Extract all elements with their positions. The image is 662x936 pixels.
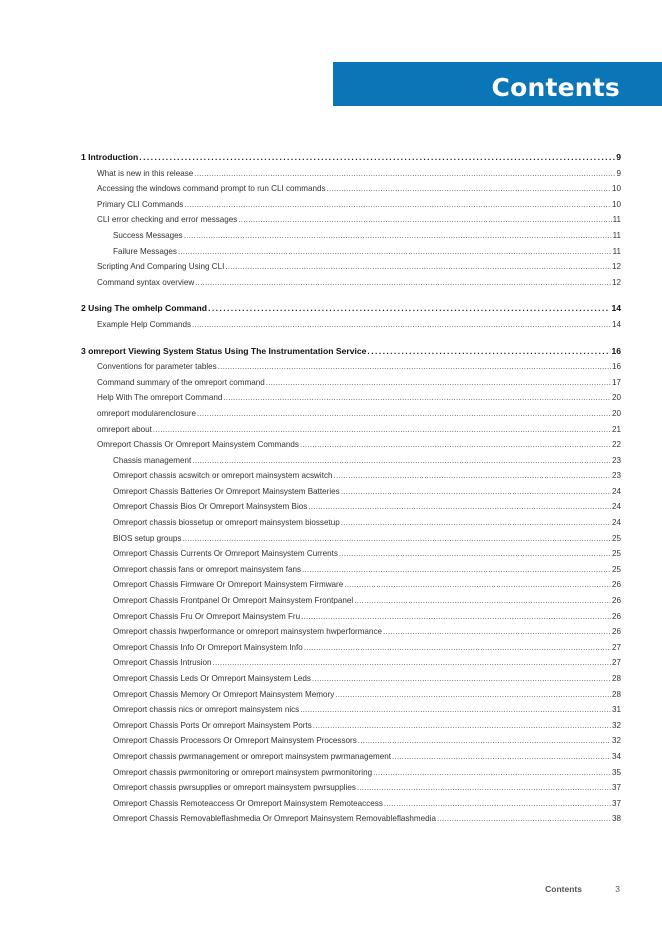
toc-entry-label: 1 Introduction <box>81 152 139 162</box>
toc-chapter-link[interactable] <box>81 344 621 360</box>
toc-entry-label: Omreport chassis pwrmanagement or omreport mainsystem pwrmanagement <box>113 751 391 761</box>
toc-page-number: 25 <box>611 564 621 574</box>
dot-leader <box>300 702 611 718</box>
dot-leader <box>339 546 611 562</box>
toc-entry-link[interactable] <box>81 796 621 812</box>
toc-page-number: 32 <box>611 720 621 730</box>
toc-entry-label: Failure Messages <box>113 246 177 256</box>
toc-entry-label: Omreport chassis pwrmonitoring or omreport mainsystem pwrmonitoring <box>113 767 373 777</box>
toc-entry-link[interactable] <box>81 359 621 375</box>
toc-entry-link[interactable] <box>81 499 621 515</box>
dot-leader <box>304 640 611 656</box>
toc-entry-label: Omreport Chassis Currents Or Omreport Mainsystem Currents <box>113 549 338 559</box>
toc-entry-label: Omreport Chassis Processors Or Omreport Mainsystem Processors <box>113 736 357 746</box>
toc-page-number: 12 <box>611 277 621 287</box>
toc-entry-link[interactable] <box>81 531 621 547</box>
toc-page-number: 16 <box>611 362 621 372</box>
toc-page-number: 25 <box>611 549 621 559</box>
toc-entry-link[interactable] <box>81 390 621 406</box>
toc-page-number: 14 <box>611 319 621 329</box>
toc-entry-label: omreport modularenclosure <box>97 408 196 418</box>
dot-leader <box>341 515 611 531</box>
dot-leader <box>213 655 611 671</box>
dot-leader <box>341 484 611 500</box>
toc-page-number: 38 <box>611 814 621 824</box>
dot-leader <box>238 212 611 228</box>
toc-entry-link[interactable] <box>81 375 621 391</box>
toc-entry-link[interactable] <box>81 468 621 484</box>
chapter-spacer <box>81 333 621 344</box>
toc-entry-label: Omreport Chassis Fru Or Omreport Mainsystem Fru <box>113 611 301 621</box>
toc-page-number: 11 <box>612 246 621 256</box>
dot-leader <box>153 422 611 438</box>
dot-leader <box>139 150 615 166</box>
toc-page-number: 17 <box>611 377 621 387</box>
toc-entry-label: omreport about <box>97 424 152 434</box>
table-of-contents <box>81 150 621 827</box>
toc-entry-label: Help With The omreport Command <box>97 393 223 403</box>
toc-entry-link[interactable] <box>81 275 621 291</box>
toc-entry-label: Conventions for parameter tables <box>97 362 217 372</box>
toc-entry-link[interactable] <box>81 228 621 244</box>
toc-entry-link[interactable] <box>81 259 621 275</box>
toc-page-number: 9 <box>616 168 621 178</box>
toc-page-number: 14 <box>611 303 621 314</box>
toc-entry-label: BIOS setup groups <box>113 533 182 543</box>
toc-entry-label: Omreport Chassis Intrusion <box>113 658 212 668</box>
page-title: Contents <box>491 73 620 102</box>
toc-entry-label: Omreport chassis fans or omreport mainsystem fans <box>113 564 302 574</box>
dot-leader <box>182 531 611 547</box>
toc-entry-link[interactable] <box>81 244 621 260</box>
dot-leader <box>367 344 610 360</box>
toc-entry-label: Omreport chassis pwrsupplies or omreport mainsystem pwrsupplies <box>113 783 356 793</box>
toc-page-number: 25 <box>611 533 621 543</box>
toc-page-number: 20 <box>611 393 621 403</box>
toc-page-number: 27 <box>611 642 621 652</box>
toc-page-number: 11 <box>612 230 621 240</box>
toc-entry-label: What is new in this release <box>97 168 194 178</box>
toc-entry-link[interactable] <box>81 718 621 734</box>
toc-page-number: 26 <box>611 596 621 606</box>
toc-entry-label: Primary CLI Commands <box>97 199 184 209</box>
dot-leader <box>195 275 611 291</box>
toc-entry-label: Omreport Chassis Or Omreport Mainsystem Commands <box>97 440 299 450</box>
dot-leader <box>192 317 611 333</box>
toc-page-number: 10 <box>611 184 621 194</box>
dot-leader <box>357 780 611 796</box>
toc-page-number: 20 <box>611 408 621 418</box>
dot-leader <box>266 375 611 391</box>
toc-page-number: 37 <box>611 783 621 793</box>
toc-entry-link[interactable] <box>81 655 621 671</box>
toc-entry-label: 2 Using The omhelp Command <box>81 303 208 314</box>
toc-entry-label: Omreport Chassis Info Or Omreport Mainsystem Info <box>113 642 303 652</box>
toc-page-number: 27 <box>611 658 621 668</box>
toc-entry-label: 3 omreport Viewing System Status Using The Instrumentation Service <box>81 345 367 356</box>
toc-entry-label: Scripting And Comparing Using CLI <box>97 262 225 272</box>
toc-page-number: 26 <box>611 611 621 621</box>
toc-page-number: 35 <box>611 767 621 777</box>
toc-entry-link[interactable] <box>81 437 621 453</box>
toc-entry-label: Omreport Chassis Frontpanel Or Omreport Mainsystem Frontpanel <box>113 596 354 606</box>
dot-leader <box>312 671 611 687</box>
dot-leader <box>335 687 611 703</box>
dot-leader <box>313 718 611 734</box>
dot-leader <box>197 406 611 422</box>
toc-page-number: 37 <box>611 798 621 808</box>
dot-leader <box>192 453 611 469</box>
toc-entry-link[interactable] <box>81 453 621 469</box>
dot-leader <box>383 624 611 640</box>
toc-entry-link[interactable] <box>81 515 621 531</box>
toc-entry-link[interactable] <box>81 765 621 781</box>
toc-entry-link[interactable] <box>81 212 621 228</box>
toc-chapter-link[interactable] <box>81 301 621 317</box>
toc-entry-label: Command summary of the omreport command <box>97 377 265 387</box>
dot-leader <box>178 244 612 260</box>
toc-entry-link[interactable] <box>81 624 621 640</box>
toc-entry-label: CLI error checking and error messages <box>97 215 238 225</box>
toc-entry-link[interactable] <box>81 166 621 182</box>
toc-entry-label: Omreport chassis hwperformance or omreport mainsystem hwperformance <box>113 627 382 637</box>
dot-leader <box>437 811 611 827</box>
toc-page-number: 11 <box>612 215 621 225</box>
dot-leader <box>308 499 611 515</box>
toc-entry-label: Omreport Chassis Remoteaccess Or Omreport Mainsystem Remoteaccess <box>113 798 383 808</box>
toc-entry-link[interactable] <box>81 484 621 500</box>
dot-leader <box>302 562 611 578</box>
toc-entry-link[interactable] <box>81 593 621 609</box>
toc-entry-link[interactable] <box>81 197 621 213</box>
toc-entry-link[interactable] <box>81 317 621 333</box>
toc-entry-link[interactable] <box>81 546 621 562</box>
toc-entry-label: Example Help Commands <box>97 319 192 329</box>
chapter-spacer <box>81 290 621 301</box>
dot-leader <box>194 166 615 182</box>
toc-page-number: 26 <box>611 580 621 590</box>
toc-entry-label: Omreport Chassis Removableflashmedia Or Omreport Mainsystem Removableflashmedia <box>113 814 436 824</box>
dot-leader <box>344 577 611 593</box>
toc-entry-link[interactable] <box>81 702 621 718</box>
toc-page-number: 31 <box>611 705 621 715</box>
dot-leader <box>208 301 610 317</box>
dot-leader <box>354 593 611 609</box>
dot-leader <box>225 259 611 275</box>
toc-entry-link[interactable] <box>81 422 621 438</box>
dot-leader <box>327 181 611 197</box>
toc-page-number: 22 <box>611 440 621 450</box>
toc-entry-label: Omreport chassis nics or omreport mainsystem nics <box>113 705 300 715</box>
toc-entry-link[interactable] <box>81 749 621 765</box>
toc-entry-label: Command syntax overview <box>97 277 195 287</box>
toc-entry-label: Omreport chassis acswitch or omreport mainsystem acswitch <box>113 471 333 481</box>
toc-entry-link[interactable] <box>81 780 621 796</box>
toc-page-number: 28 <box>611 689 621 699</box>
toc-entry-link[interactable] <box>81 577 621 593</box>
toc-page-number: 23 <box>611 455 621 465</box>
toc-page-number: 21 <box>611 424 621 434</box>
toc-entry-link[interactable] <box>81 733 621 749</box>
toc-entry-label: Omreport Chassis Batteries Or Omreport Mainsystem Batteries <box>113 486 340 496</box>
toc-page-number: 16 <box>611 345 621 356</box>
dot-leader <box>300 437 611 453</box>
toc-page-number: 34 <box>611 751 621 761</box>
toc-entry-label: Chassis management <box>113 455 192 465</box>
toc-entry-link[interactable] <box>81 640 621 656</box>
dot-leader <box>334 468 611 484</box>
footer-page-number: 3 <box>615 884 620 894</box>
toc-entry-label: Omreport chassis biossetup or omreport mainsystem biossetup <box>113 518 340 528</box>
toc-entry-label: Omreport Chassis Ports Or omreport Mainsystem Ports <box>113 720 312 730</box>
toc-page-number: 24 <box>611 518 621 528</box>
toc-page-number: 12 <box>611 262 621 272</box>
contents-banner <box>333 62 662 106</box>
toc-entry-label: Omreport Chassis Firmware Or Omreport Mainsystem Firmware <box>113 580 344 590</box>
toc-page-number: 26 <box>611 627 621 637</box>
toc-entry-link[interactable] <box>81 609 621 625</box>
toc-chapter-link[interactable] <box>81 150 621 166</box>
toc-entry-label: Success Messages <box>113 230 183 240</box>
dot-leader <box>392 749 611 765</box>
dot-leader <box>373 765 611 781</box>
toc-entry-link[interactable] <box>81 671 621 687</box>
footer-label: Contents <box>545 884 582 894</box>
toc-page-number: 28 <box>611 674 621 683</box>
toc-entry-link[interactable] <box>81 687 621 703</box>
dot-leader <box>384 796 611 812</box>
toc-entry-label: Omreport Chassis Bios Or Omreport Mainsystem Bios <box>113 502 308 512</box>
dot-leader <box>218 359 611 375</box>
dot-leader <box>301 609 611 625</box>
toc-page-number: 9 <box>616 152 621 162</box>
toc-page-number: 24 <box>611 502 621 512</box>
toc-page-number: 24 <box>611 486 621 496</box>
toc-entry-link[interactable] <box>81 562 621 578</box>
toc-entry-link[interactable] <box>81 406 621 422</box>
dot-leader <box>184 197 611 213</box>
dot-leader <box>184 228 612 244</box>
dot-leader <box>358 733 611 749</box>
toc-entry-label: Omreport Chassis Memory Or Omreport Mainsystem Memory <box>113 689 335 699</box>
toc-entry-label: Omreport Chassis Leds Or Omreport Mainsystem Leds <box>113 674 311 683</box>
toc-page-number: 23 <box>611 471 621 481</box>
toc-entry-link[interactable] <box>81 181 621 197</box>
dot-leader <box>223 390 611 406</box>
toc-page-number: 32 <box>611 736 621 746</box>
toc-page-number: 10 <box>611 199 621 209</box>
toc-entry-link[interactable] <box>81 811 621 827</box>
toc-entry-label: Accessing the windows command prompt to run CLI commands <box>97 184 326 194</box>
